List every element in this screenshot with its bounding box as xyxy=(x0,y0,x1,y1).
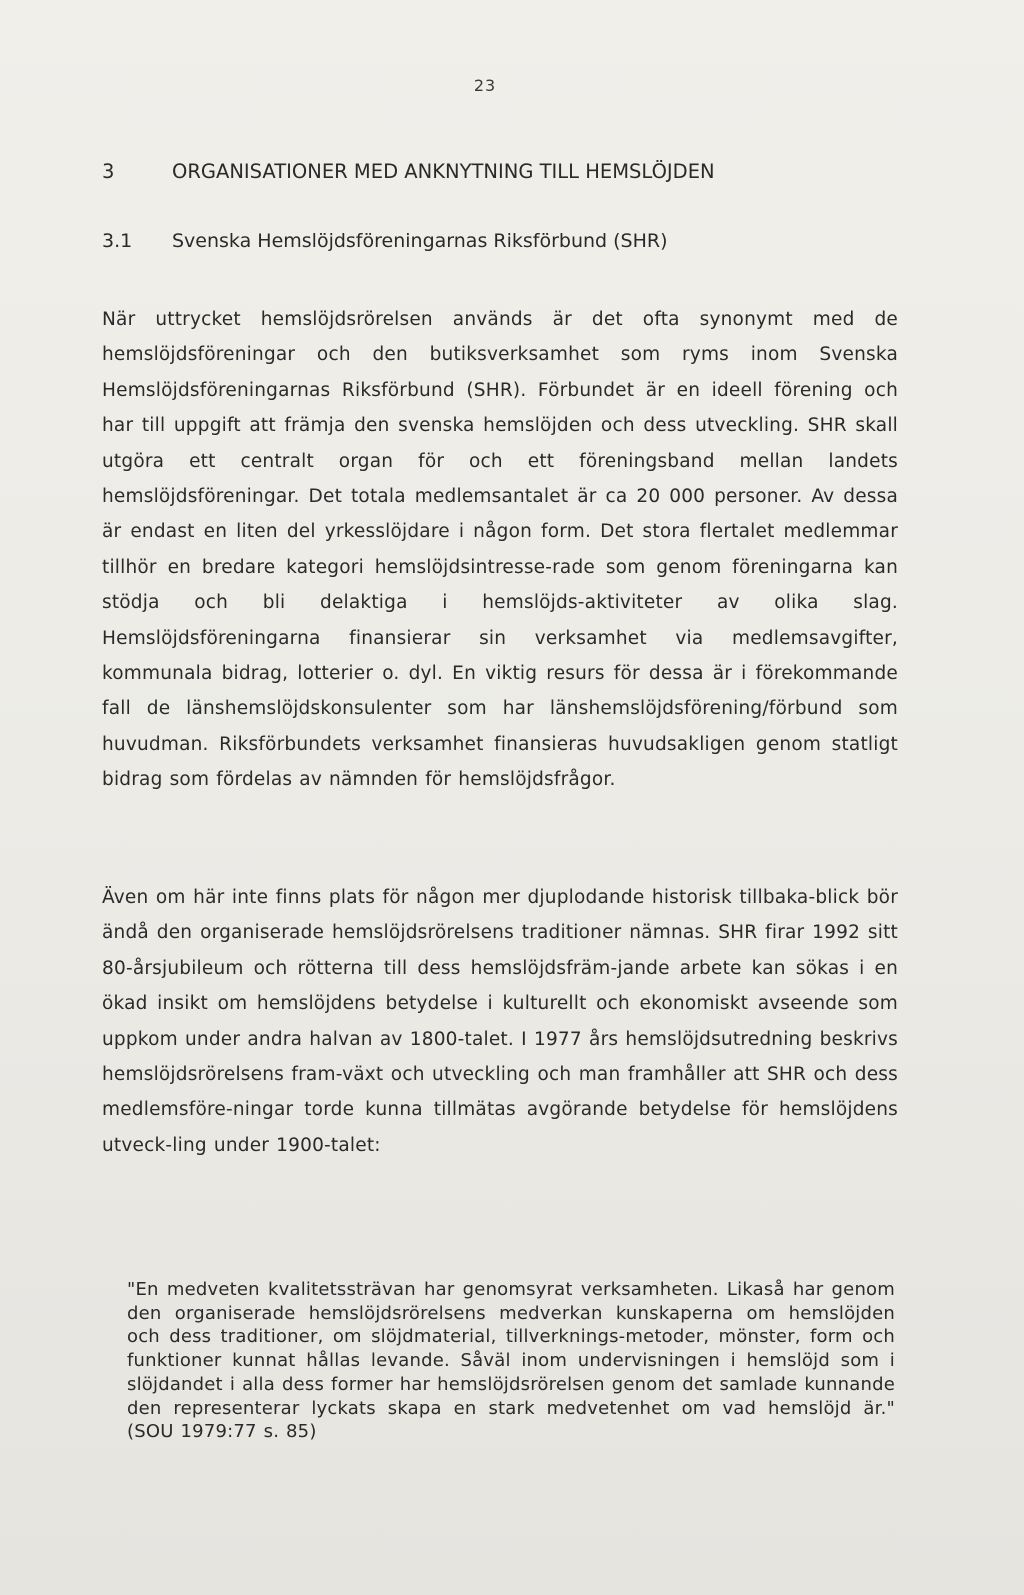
body-paragraph-2: Även om här inte finns plats för någon mer djuplodande historisk tillbaka-blick bör ändå den organiserade hemslöjdsrörelsens traditioner nämnas. SHR firar 1992 sitt 80-årsjubileum och rötterna till dess hemslöjdsfräm-jande arbete kan sökas i en ökad insikt om hemslöjdens betydelse i kulturellt och ekonomiskt avseende som uppkom under andra halvan av 1800-talet. I 1977 års hemslöjdsutredning beskrivs hemslöjdsrörelsens fram-växt och utveckling och man framhåller att SHR och dess medlemsföre-ningar torde kunna tillmätas avgörande betydelse för hemslöjdens utveck-ling under 1900-talet: xyxy=(102,887,898,1156)
section-heading xyxy=(102,230,902,252)
chapter-title: ORGANISATIONER MED ANKNYTNING TILL HEMSLÖJDEN xyxy=(172,160,715,183)
section-title: Svenska Hemslöjdsföreningarnas Riksförbund (SHR) xyxy=(172,230,668,252)
block-quote: "En medveten kvalitetssträvan har genomsyrat verksamheten. Likaså har genom den organiserade hemslöjdsrörelsens medverkan kunskaperna om hemslöjden och dess traditioner, om slöjdmaterial, tillverknings-metoder, mönster, form och funktioner kunnat hållas levande. Såväl inom undervisningen i hemslöjd som i slöjdandet i alla dess former har hemslöjdsrörelsen genom det samlade kunnande den representerar lyckats skapa en stark medvetenhet om vad hemslöjd är." (SOU 1979:77 s. 85) xyxy=(127,1279,895,1443)
chapter-heading xyxy=(102,160,902,183)
body-paragraph-1: När uttrycket hemslöjdsrörelsen används är det ofta synonymt med de hemslöjdsföreningar och den butiksverksamhet som ryms inom Svenska Hemslöjdsföreningarnas Riksförbund (SHR). Förbundet är en ideell förening och har till uppgift att främja den svenska hemslöjden och dess utveckling. SHR skall utgöra ett centralt organ för och ett föreningsband mellan landets hemslöjdsföreningar. Det totala medlemsantalet är ca 20 000 personer. Av dessa är endast en liten del yrkesslöjdare i någon form. Det stora flertalet medlemmar tillhör en bredare kategori hemslöjdsintresse-rade som genom föreningarna kan stödja och bli delaktiga i hemslöjds-aktiviteter av olika slag. Hemslöjdsföreningarna finansierar sin verksamhet via medlemsavgifter, kommunala bidrag, lotterier o. dyl. En viktig resurs för dessa är i förekommande fall de länshemslöjdskonsulenter som har länshemslöjdsförening/förbund som huvudman. Riksförbundets verksamhet finansieras huvudsakligen genom statligt bidrag som fördelas av nämnden för hemslöjdsfrågor. xyxy=(102,309,898,791)
section-number: 3.1 xyxy=(102,230,133,252)
page-number: 23 xyxy=(473,76,497,95)
chapter-number: 3 xyxy=(102,160,115,183)
